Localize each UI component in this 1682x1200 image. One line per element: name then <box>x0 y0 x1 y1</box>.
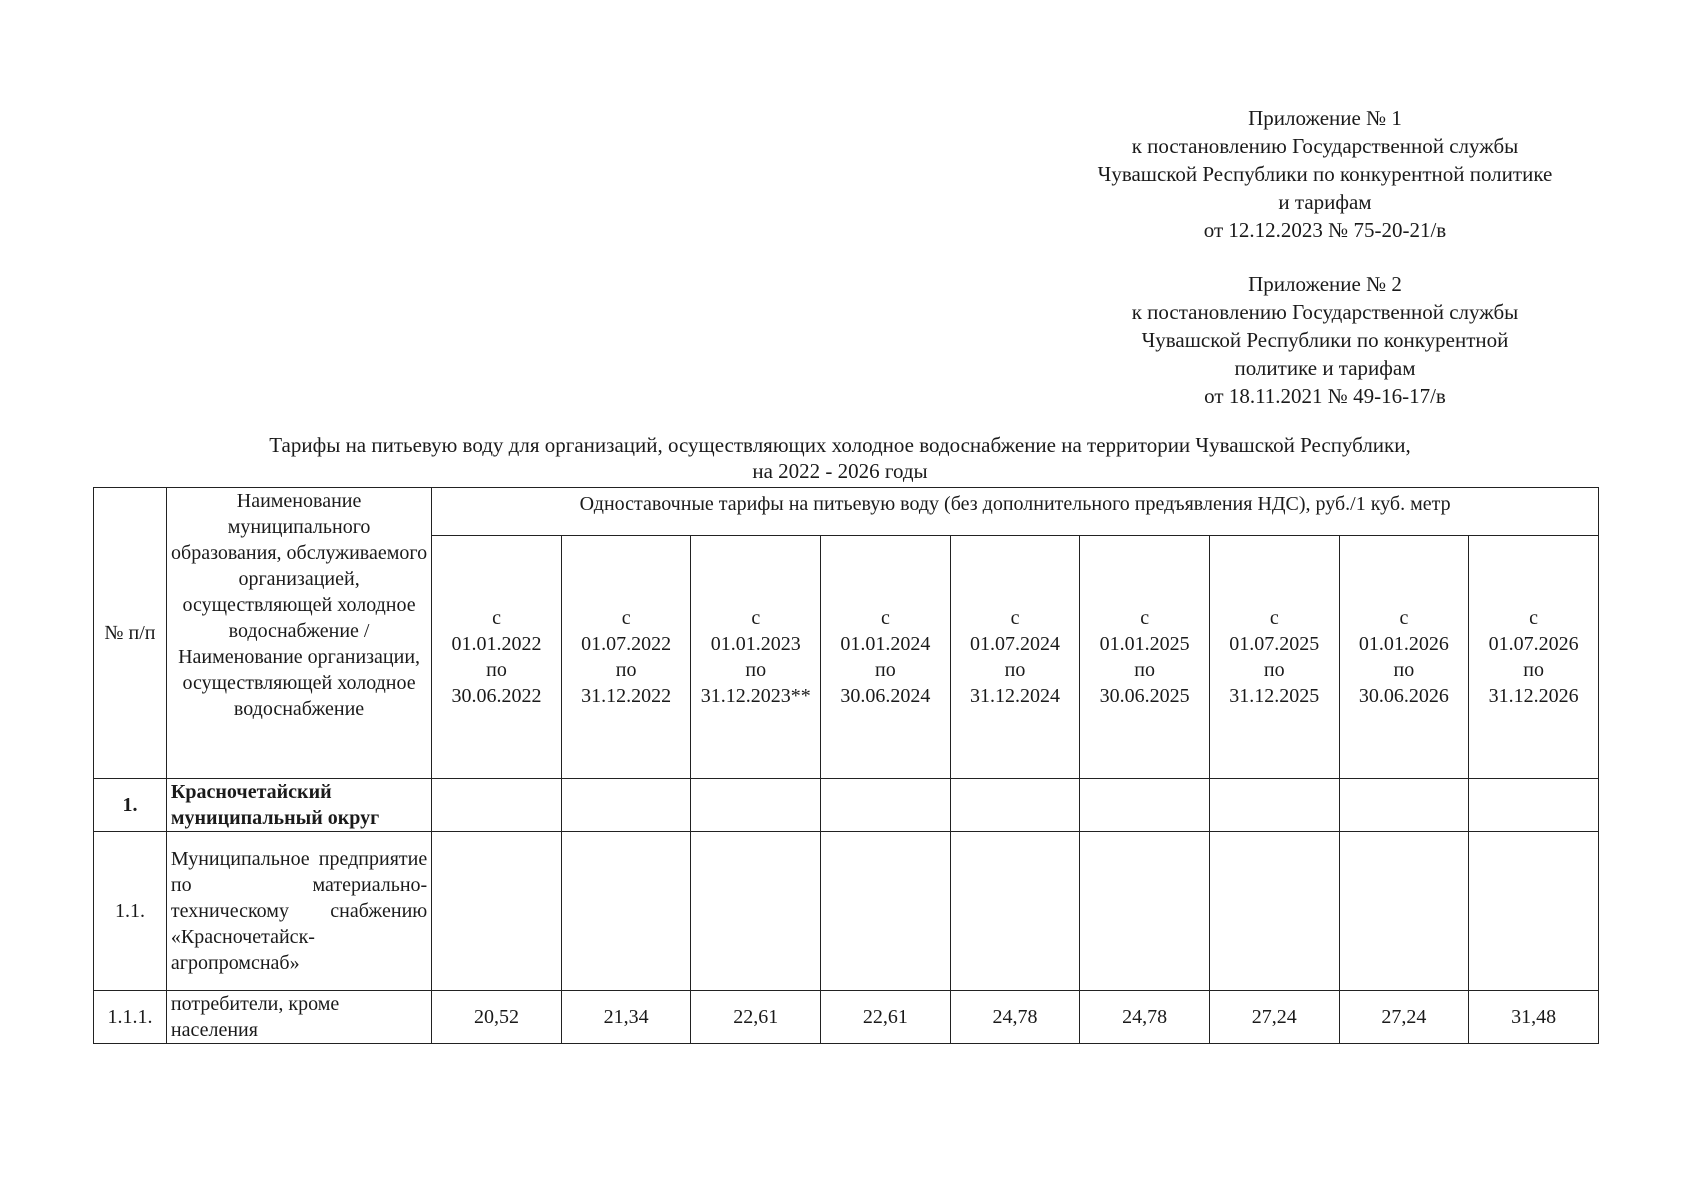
header-period: с 01.01.2025 по 30.06.2025 <box>1080 536 1210 779</box>
appendix-2-block <box>1045 270 1605 410</box>
table-cell <box>691 779 821 832</box>
header-period: с 01.07.2026 по 31.12.2026 <box>1469 536 1599 779</box>
table-cell <box>1209 779 1339 832</box>
table-cell <box>1469 832 1599 991</box>
header-period: с 01.01.2026 по 30.06.2026 <box>1339 536 1469 779</box>
appendix-2-line: Приложение № 2 <box>1248 272 1402 296</box>
table-cell <box>821 779 951 832</box>
row-num: 1.1.1. <box>94 991 167 1044</box>
row-name: Красночетайский муниципальный округ <box>166 779 431 832</box>
tariff-value: 22,61 <box>691 991 821 1044</box>
tariff-value: 27,24 <box>1209 991 1339 1044</box>
appendix-1-line: к постановлению Государственной службы <box>1131 134 1519 158</box>
tariff-value: 24,78 <box>1080 991 1210 1044</box>
appendix-1-block <box>1045 104 1605 244</box>
table-cell <box>561 832 691 991</box>
table-cell <box>950 779 1080 832</box>
appendix-2-line: к постановлению Государственной службы <box>1131 300 1519 324</box>
table-cell <box>1080 832 1210 991</box>
tariff-value: 21,34 <box>561 991 691 1044</box>
table-cell <box>1469 779 1599 832</box>
appendix-1-line: Чувашской Республики по конкурентной политике <box>1097 162 1553 186</box>
tariff-value: 22,61 <box>821 991 951 1044</box>
table-row <box>94 991 1599 1044</box>
table-cell <box>432 832 562 991</box>
appendix-2-line: Чувашской Республики по конкурентной <box>1141 328 1509 352</box>
row-name: Муниципальное предприятие по материально-техническому снабжению «Красночетайск-агропромснаб» <box>166 832 431 991</box>
header-num: № п/п <box>94 488 167 779</box>
table-cell <box>821 832 951 991</box>
appendix-1-line: от 12.12.2023 № 75-20-21/в <box>1203 218 1447 242</box>
header-period: с 01.01.2024 по 30.06.2024 <box>821 536 951 779</box>
appendix-1-line: Приложение № 1 <box>1248 106 1402 130</box>
header-name: Наименование муниципального образования, обслуживаемого организацией, осуществляющей холодное водоснабжение / Наименование организации, осуществляющей холодное водоснабжение <box>166 488 431 779</box>
document-title <box>90 432 1590 484</box>
header-tariff-group: Одноставочные тарифы на питьевую воду (без дополнительного предъявления НДС), руб./1 куб. метр <box>432 488 1599 536</box>
appendix-2-line: политике и тарифам <box>1234 356 1416 380</box>
tariff-value: 20,52 <box>432 991 562 1044</box>
appendix-2-line: от 18.11.2021 № 49-16-17/в <box>1204 384 1446 408</box>
row-num: 1. <box>94 779 167 832</box>
table-row <box>94 779 1599 832</box>
table-cell <box>1080 779 1210 832</box>
table-cell <box>1339 779 1469 832</box>
row-name: потребители, кроме населения <box>166 991 431 1044</box>
tariff-value: 31,48 <box>1469 991 1599 1044</box>
header-period: с 01.07.2022 по 31.12.2022 <box>561 536 691 779</box>
table-cell <box>691 832 821 991</box>
header-period: с 01.01.2022 по 30.06.2022 <box>432 536 562 779</box>
tariff-value: 27,24 <box>1339 991 1469 1044</box>
table-cell <box>561 779 691 832</box>
table-cell <box>432 779 562 832</box>
header-period: с 01.07.2025 по 31.12.2025 <box>1209 536 1339 779</box>
header-period: с 01.07.2024 по 31.12.2024 <box>950 536 1080 779</box>
header-period: с 01.01.2023 по 31.12.2023** <box>691 536 821 779</box>
appendix-1-line: и тарифам <box>1278 190 1372 214</box>
table-cell <box>1339 832 1469 991</box>
table-header-row <box>94 488 1599 536</box>
tariffs-table <box>93 487 1599 1044</box>
table-cell <box>1209 832 1339 991</box>
table-row <box>94 832 1599 991</box>
row-num: 1.1. <box>94 832 167 991</box>
table-cell <box>950 832 1080 991</box>
document-title-line-1: Тарифы на питьевую воду для организаций, осуществляющих холодное водоснабжение на территории Чувашской Республики, <box>269 433 1411 457</box>
document-title-line-2: на 2022 - 2026 годы <box>752 459 928 483</box>
tariff-value: 24,78 <box>950 991 1080 1044</box>
